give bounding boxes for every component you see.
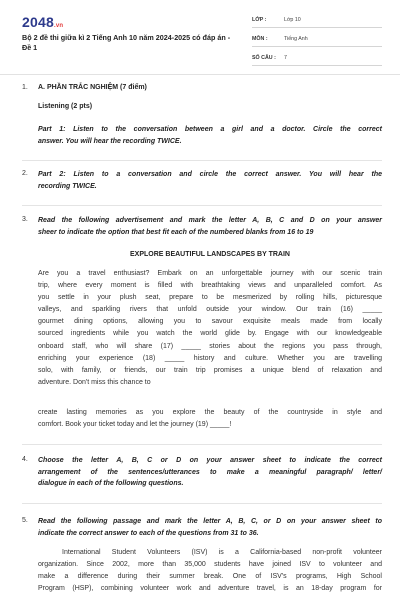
passage-line: valleys, and sparkling rivers that unfold outside your window. Our train (16) _____	[38, 306, 382, 314]
instruction-line: arrangement of the sentences/utterances to make a meaningful paragraph/ letter/	[38, 468, 382, 476]
passage-line: onboard staff, who will share (17) _____ stories about the regions you pass through,	[38, 342, 382, 350]
meta-value: 7	[284, 55, 287, 61]
instruction-line: recording TWICE.	[38, 182, 97, 190]
question-number: 3.	[22, 216, 28, 223]
instruction-line: answer. You will hear the recording TWICE.	[38, 137, 182, 145]
instruction-line: Choose the letter A, B, C or D on your answer sheet to indicate the correct	[38, 457, 382, 464]
question-instruction	[38, 215, 382, 238]
site-logo[interactable]	[22, 14, 63, 30]
passage-line: you settle in your plush seat, prepare to be mesmerized by rolling hills, picturesque	[38, 294, 382, 302]
instruction-line: dialogue in each of the following questions.	[38, 480, 184, 487]
question-instruction	[38, 169, 382, 192]
meta-row-class	[252, 14, 382, 28]
meta-row-subject	[252, 33, 382, 47]
question-divider	[22, 444, 382, 445]
meta-label: SỐ CÂU :	[252, 55, 276, 61]
meta-label: MÔN :	[252, 36, 268, 42]
question-number: 1.	[22, 84, 28, 91]
passage-line: comfort. Book your ticket today and let the journey (19) _____!	[38, 421, 232, 429]
passage-line: Program (HSP), combining volunteer work and adventure travel, is an 18-day program for	[38, 585, 382, 593]
passage-line: adventure. Don't miss this chance to	[38, 378, 151, 386]
passage-line: enriching your experience (18) _____ history and culture. Whether you are travelling	[38, 354, 382, 362]
meta-value: Tiếng Anh	[284, 36, 308, 42]
passage-line: solo, with family, or friends, our train trip promises a unique blend of relaxation and	[38, 366, 382, 374]
question-instruction	[38, 455, 382, 490]
instruction-line: indicate the correct answer to each of the questions from 31 to 36.	[38, 529, 259, 537]
listening-subtitle: Listening (2 pts)	[38, 103, 93, 110]
passage-line: create lasting memories as you explore the beauty of the countryside in style and	[38, 409, 382, 416]
passage-line: gourmet dining options, allowing you to savour exquisite meals made from locally	[38, 318, 382, 326]
advertisement-passage	[38, 268, 382, 389]
advertisement-passage-continued	[38, 407, 382, 431]
logo-suffix: .vn	[53, 23, 64, 29]
meta-value: Lớp 10	[284, 17, 301, 23]
meta-label: LỚP :	[252, 17, 267, 23]
header-divider	[0, 74, 400, 75]
instruction-line: Read the following passage and mark the letter A, B, C, or D on your answer sheet to	[38, 518, 382, 525]
instruction-line: Part 1: Listen to the conversation between a girl and a doctor. Circle the correct	[38, 126, 382, 133]
section-title: A. PHẦN TRẮC NGHIỆM (7 điểm)	[38, 84, 147, 91]
passage-line: Are you a travel enthusiast? Embark on an unforgettable journey with our scenic train	[38, 270, 382, 277]
question-instruction	[38, 124, 382, 147]
instruction-line: Read the following advertisement and mark the letter A, B, C and D on your answer	[38, 217, 382, 224]
question-number: 4.	[22, 456, 28, 463]
instruction-line: Part 2: Listen to a conversation and circle the correct answer. You will hear the	[38, 171, 382, 178]
question-divider	[22, 503, 382, 504]
meta-row-count	[252, 52, 382, 66]
logo-number: 2048	[22, 14, 54, 30]
document-title: Bộ 2 đề thi giữa kì 2 Tiếng Anh 10 năm 2024-2025 có đáp án - Đề 1	[22, 33, 231, 52]
question-divider	[22, 160, 382, 161]
question-number: 2.	[22, 170, 28, 177]
passage-line: make a difference during their summer break. One of ISV's programs, High School	[38, 573, 382, 581]
reading-passage	[38, 547, 382, 595]
question-number: 5.	[22, 517, 28, 524]
passage-line: International Student Volunteers (ISV) is a California-based non-profit volunteer	[62, 549, 382, 556]
page-header	[0, 0, 400, 74]
exam-meta	[252, 14, 382, 71]
question-instruction	[38, 516, 382, 539]
passage-title: EXPLORE BEAUTIFUL LANDSCAPES BY TRAIN	[130, 251, 290, 258]
question-divider	[22, 205, 382, 206]
passage-line: organization. Since 2002, more than 35,000 students have joined ISV to volunteer and	[38, 561, 382, 569]
passage-line: sourced ingredients while you watch the world glide by. Engage with our knowledgeable	[38, 330, 382, 338]
instruction-line: sheer to indicate the option that best fit each of the numbered blanks from 16 to 19	[38, 228, 314, 236]
passage-line: trip, where every moment is filled with breathtaking views and unparalleled comfort. As	[38, 282, 382, 290]
